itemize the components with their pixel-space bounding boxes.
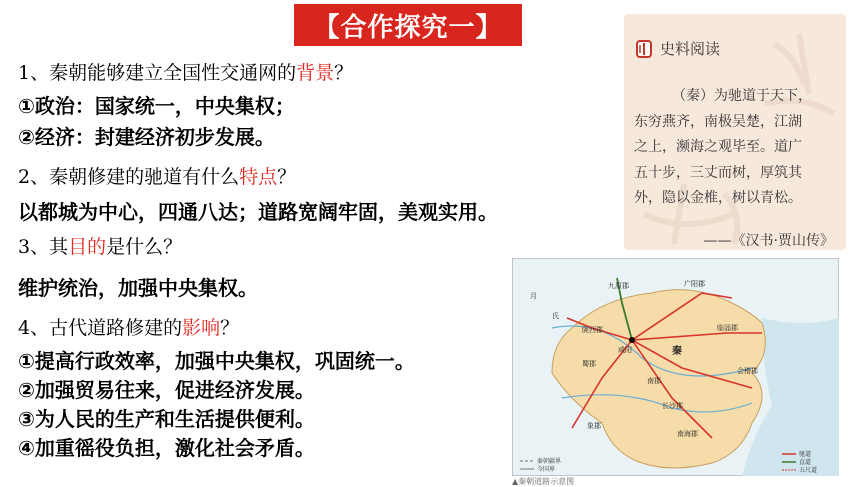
question-text: 4、古代道路修建的 — [18, 317, 183, 339]
label-xiang: 象郡 — [587, 422, 601, 430]
legend-border: 秦朝疆界 — [537, 458, 562, 465]
legend-zhidao: 直道 — [799, 459, 812, 466]
answer-line: 以都城为中心，四通八达；道路宽阔牢固，美观实用。 — [18, 200, 498, 224]
answer-line: ①政治：国家统一，中央集权； — [18, 94, 295, 118]
reading-quote — [634, 84, 840, 212]
answer-line: ③为人民的生产和生活提供便利。 — [18, 407, 315, 431]
label-shi: 氏 — [552, 312, 559, 320]
question-keyword: 背景 — [296, 62, 335, 84]
label-linzi: 临淄郡 — [717, 324, 738, 332]
legend-chidao: 驰道 — [799, 451, 812, 458]
section-title-banner: 【合作探究一】 — [294, 4, 522, 46]
label-yue: 月 — [530, 292, 537, 300]
quote-line: 东穷燕齐，南极吴楚，江湖 — [634, 113, 802, 130]
label-nanhai: 南海郡 — [677, 430, 698, 438]
quote-line: 之上，濒海之观毕至。道广 — [634, 139, 802, 155]
reading-panel — [624, 14, 846, 250]
answer-line: ②加强贸易往来，促进经济发展。 — [18, 378, 315, 402]
label-xianyang: 咸阳 — [618, 346, 632, 354]
answer-line: 维护统治，加强中央集权。 — [18, 276, 258, 300]
quote-line: （秦）为驰道于天下， — [672, 88, 812, 104]
reading-title: 史料阅读 — [660, 40, 721, 58]
legend-wuchi: 五尺道 — [799, 467, 818, 474]
legend-modern: 今国界 — [537, 466, 556, 473]
question-3 — [18, 232, 182, 259]
quote-line: 外，隐以金椎，树以青松。 — [634, 190, 802, 206]
label-jiuyuan: 九原郡 — [608, 282, 629, 290]
reading-source: ——《汉书·贾山传》 — [703, 233, 834, 249]
qin-road-map — [512, 258, 839, 476]
label-guangyang: 广阳郡 — [684, 280, 705, 288]
question-keyword: 目的 — [68, 236, 107, 258]
reading-header — [636, 38, 720, 59]
book-icon — [636, 40, 652, 58]
question-suffix: 是什么？ — [106, 236, 183, 258]
label-longxi: 陇西郡 — [582, 326, 603, 334]
question-suffix: ？ — [277, 166, 297, 188]
answer-line: ①提高行政效率，加强中央集权，巩固统一。 — [18, 349, 415, 373]
question-keyword: 特点 — [239, 166, 278, 188]
label-nan: 南郡 — [647, 377, 661, 385]
question-suffix: ？ — [220, 317, 240, 339]
question-4 — [18, 313, 239, 340]
xianyang-marker — [629, 337, 635, 343]
label-kuaiji: 会稽郡 — [737, 367, 758, 375]
label-changsha: 长沙郡 — [662, 402, 683, 410]
question-text: 2、秦朝修建的驰道有什么 — [18, 166, 240, 188]
map-caption: ▲秦朝道路示意图 — [512, 477, 575, 486]
quote-line: 五十步，三丈而树，厚筑其 — [634, 164, 802, 181]
label-qin: 秦 — [672, 346, 682, 357]
question-2 — [18, 162, 296, 189]
label-shu: 蜀郡 — [582, 360, 596, 368]
answer-line: ②经济：封建经济初步发展。 — [18, 125, 275, 149]
question-text: 3、其 — [18, 236, 69, 258]
question-keyword: 影响 — [182, 317, 221, 339]
question-text: 1、秦朝能够建立全国性交通网的 — [18, 62, 297, 84]
answer-line: ④加重徭役负担，激化社会矛盾。 — [18, 436, 315, 460]
question-1 — [18, 58, 353, 85]
question-suffix: ？ — [334, 62, 354, 84]
